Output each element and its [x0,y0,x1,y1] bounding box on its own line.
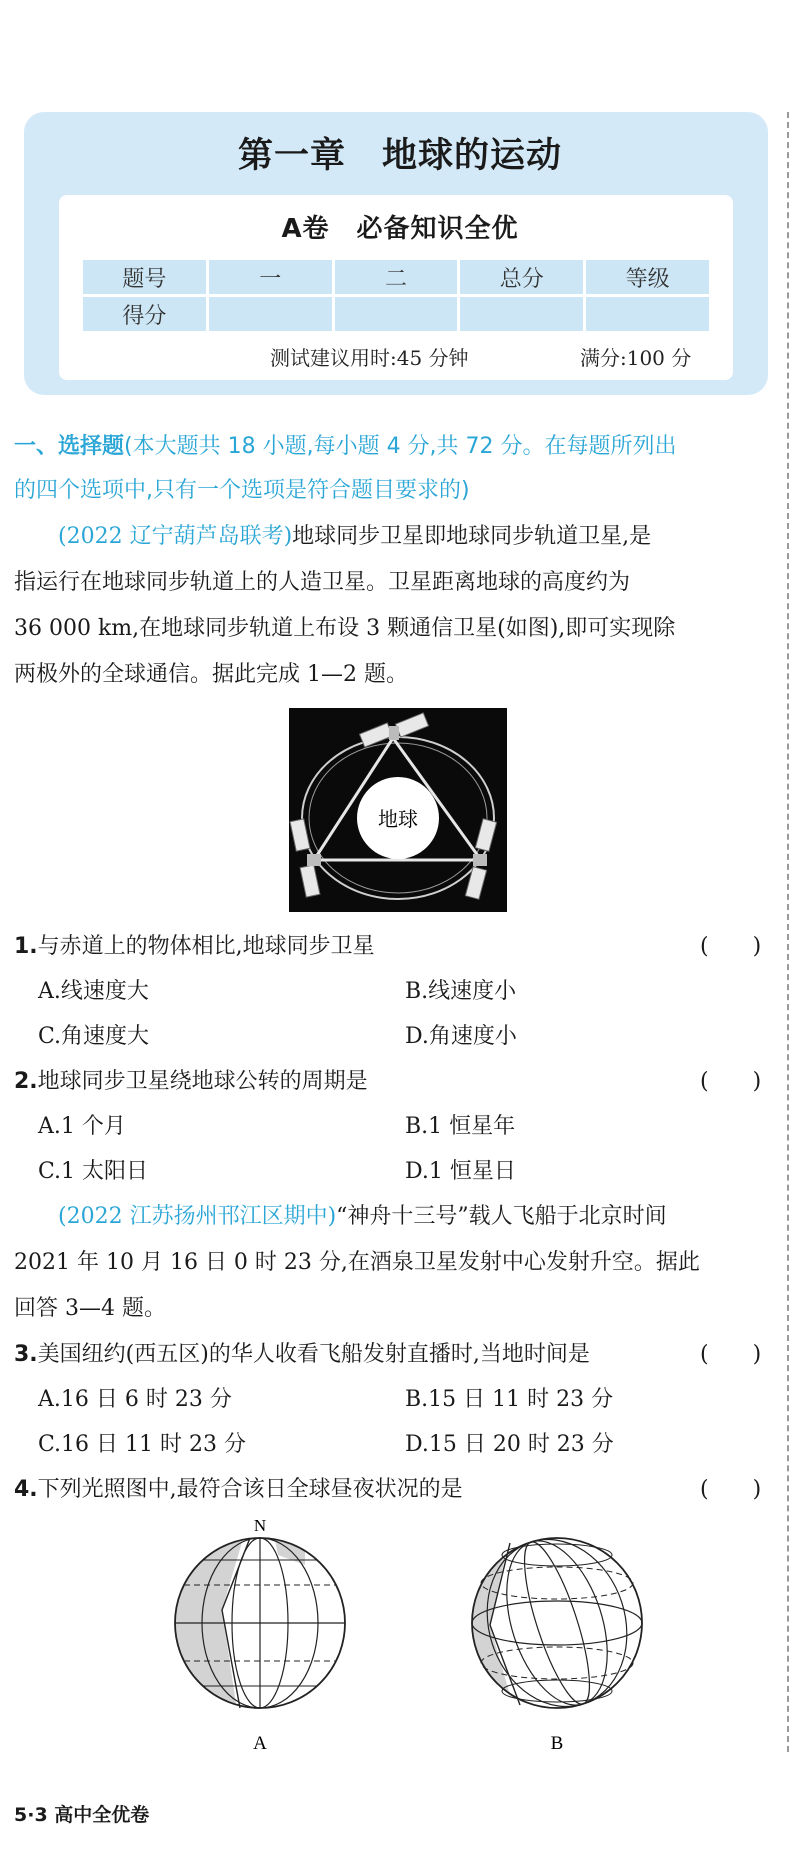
option-d[interactable]: D.角速度小 [405,1024,517,1049]
question-number: 4. [14,1477,38,1502]
score-input-cell[interactable] [335,297,458,331]
footer-brand: 5·3 高中全优卷 [14,1804,150,1826]
question-stem: 地球同步卫星绕地球公转的周期是 [37,1069,368,1094]
passage-line: 36 000 km,在地球同步轨道上布设 3 颗通信卫星(如图),即可实现除 [14,616,676,641]
passage-text: “神舟十三号”载人飞船于北京时间 [336,1204,667,1229]
suggested-time: 测试建议用时:45 分钟 [270,346,469,370]
globe-b [466,1521,648,1754]
option-a[interactable]: A.16 日 6 时 23 分 [38,1387,232,1412]
option-a[interactable]: A.1 个月 [38,1114,126,1139]
passage-line [58,522,800,552]
passage-source: (2022 江苏扬州邗江区期中) [58,1204,337,1229]
section-desc-line2: 的四个选项中,只有一个选项是符合题目要求的) [14,478,470,503]
question-2 [14,1067,368,1097]
option-d[interactable]: D.1 恒星日 [405,1159,516,1184]
globe-a-label: A [253,1733,267,1754]
answer-blank[interactable]: ( ) [700,934,762,959]
answer-blank[interactable]: ( ) [700,1477,762,1502]
table-cell: 题号 [83,260,206,294]
section-title: 一、选择题 [14,434,125,459]
option-b[interactable]: B.1 恒星年 [405,1114,516,1139]
section-desc: (本大题共 18 小题,每小题 4 分,共 72 分。在每题所列出 [124,434,677,459]
option-c[interactable]: C.16 日 11 时 23 分 [38,1432,246,1457]
question-number: 3. [14,1342,38,1367]
question-number: 2. [14,1069,38,1094]
full-score: 满分:100 分 [580,346,692,370]
option-a[interactable]: A.线速度大 [38,979,149,1004]
score-table-row [83,260,709,294]
satellite-figure [289,708,507,912]
question-stem: 下列光照图中,最符合该日全球昼夜状况的是 [37,1477,463,1502]
question-stem: 美国纽约(西五区)的华人收看飞船发射直播时,当地时间是 [37,1342,590,1367]
passage-line [58,1202,800,1232]
section-heading [14,432,784,462]
chapter-title: 第一章 地球的运动 [237,136,562,176]
question-stem: 与赤道上的物体相比,地球同步卫星 [37,934,375,959]
question-3 [14,1340,590,1370]
passage-line: 两极外的全球通信。据此完成 1—2 题。 [14,662,408,687]
score-input-cell[interactable] [460,297,583,331]
table-cell: 一 [209,260,332,294]
option-b[interactable]: B.15 日 11 时 23 分 [405,1387,614,1412]
passage-text: 地球同步卫星即地球同步轨道卫星,是 [292,524,652,549]
score-table [80,257,712,334]
option-c[interactable]: C.1 太阳日 [38,1159,149,1184]
passage-line: 2021 年 10 月 16 日 0 时 23 分,在酒泉卫星发射中心发射升空。据此 [14,1250,700,1275]
score-input-cell[interactable] [209,297,332,331]
north-label: N [253,1516,267,1535]
option-d[interactable]: D.15 日 20 时 23 分 [405,1432,614,1457]
table-cell: 得分 [83,297,206,331]
illumination-figure [160,1515,660,1760]
passage-line: 回答 3—4 题。 [14,1296,166,1321]
question-1 [14,932,375,962]
globe-a [175,1515,345,1754]
question-number: 1. [14,934,38,959]
page-divider [787,112,789,1752]
answer-blank[interactable]: ( ) [700,1342,762,1367]
score-table-row [83,297,709,331]
earth-label: 地球 [378,809,418,831]
score-input-cell[interactable] [586,297,709,331]
passage-line: 指运行在地球同步轨道上的人造卫星。卫星距离地球的高度约为 [14,570,631,595]
globe-b-label: B [550,1733,564,1754]
option-b[interactable]: B.线速度小 [405,979,517,1004]
paper-title: A卷 必备知识全优 [281,214,519,244]
table-cell: 总分 [460,260,583,294]
passage-source: (2022 辽宁葫芦岛联考) [58,524,293,549]
table-cell: 等级 [586,260,709,294]
answer-blank[interactable]: ( ) [700,1069,762,1094]
option-c[interactable]: C.角速度大 [38,1024,150,1049]
question-4 [14,1475,463,1505]
table-cell: 二 [335,260,458,294]
